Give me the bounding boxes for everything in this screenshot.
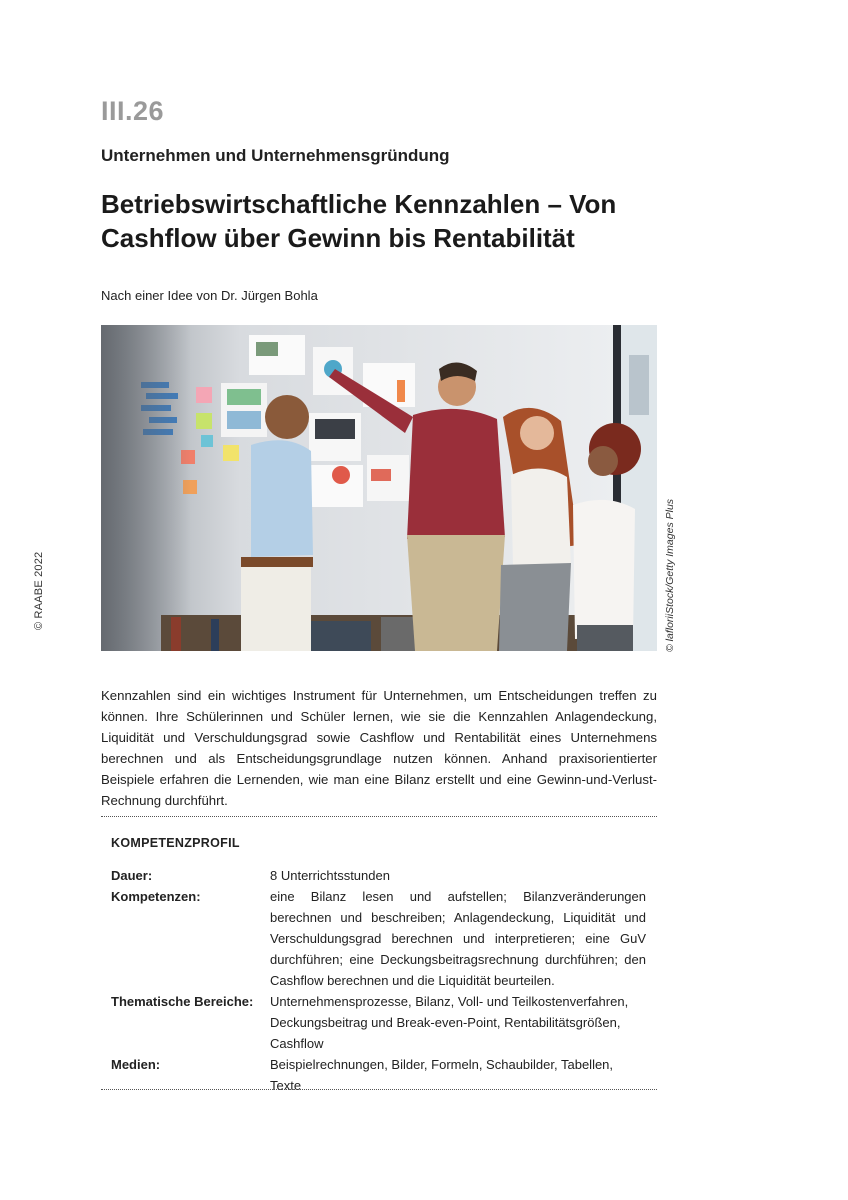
profile-value: Beispielrechnungen, Bilder, Formeln, Schaubilder, Tabellen, Texte: [270, 1057, 614, 1093]
cover-photo: [101, 325, 657, 651]
photo-credit: © lafloriiStock/Getty Images Plus: [664, 498, 676, 652]
divider-bottom: [101, 1089, 657, 1090]
divider-top: [101, 816, 657, 817]
profile-value: eine Bilanz lesen und aufstellen; Bilanzveränderungen berechnen und beschreiben; Anlagendeckung, Liquidität und Verschuldungsgrad berechnen und interpretieren; eine GuV durchführen; eine Deckungsbeitragsrechnung durchführen; den Cashflow berechnen und die Liquidität beurteilen.: [270, 889, 646, 988]
profile-label: Thematische Bereiche:: [111, 994, 254, 1009]
profile-heading: KOMPETENZPROFIL: [111, 836, 240, 850]
office-team-illustration: [101, 325, 657, 651]
author-line: Nach einer Idee von Dr. Jürgen Bohla: [101, 288, 318, 303]
profile-value: 8 Unterrichtsstunden: [270, 868, 390, 883]
profile-label: Kompetenzen:: [111, 889, 201, 904]
profile-value: Unternehmensprozesse, Bilanz, Voll- und Teilkostenverfahren, Deckungsbeitrag und Break-even-Point, Rentabilitätsgrößen, Cashflow: [270, 994, 629, 1051]
side-copyright: © RAABE 2022: [33, 551, 45, 630]
profile-label: Medien:: [111, 1057, 161, 1072]
subject-heading: Unternehmen und Unternehmensgründung: [101, 146, 450, 165]
page-title: Betriebswirtschaftliche Kennzahlen – Von Cashflow über Gewinn bis Rentabilität: [101, 189, 617, 253]
profile-label: Dauer:: [111, 868, 153, 883]
intro-paragraph: Kennzahlen sind ein wichtiges Instrument für Unternehmen, um Entscheidungen treffen zu können. Ihre Schülerinnen und Schüler lernen, wie sie die Kennzahlen Anlagendeckung, Liquidität und Verschuldungsgrad sowie Cashflow und Rentabilität eines Unternehmens berechnen und als Entscheidungsgrundlage nutzen können. Anhand praxisorientierter Beispiele erfahren die Lernenden, wie man eine Bilanz erstellt und eine Gewinn-und-Verlust-Rechnung durchführt.: [101, 688, 657, 808]
unit-code: III.26: [101, 96, 165, 126]
